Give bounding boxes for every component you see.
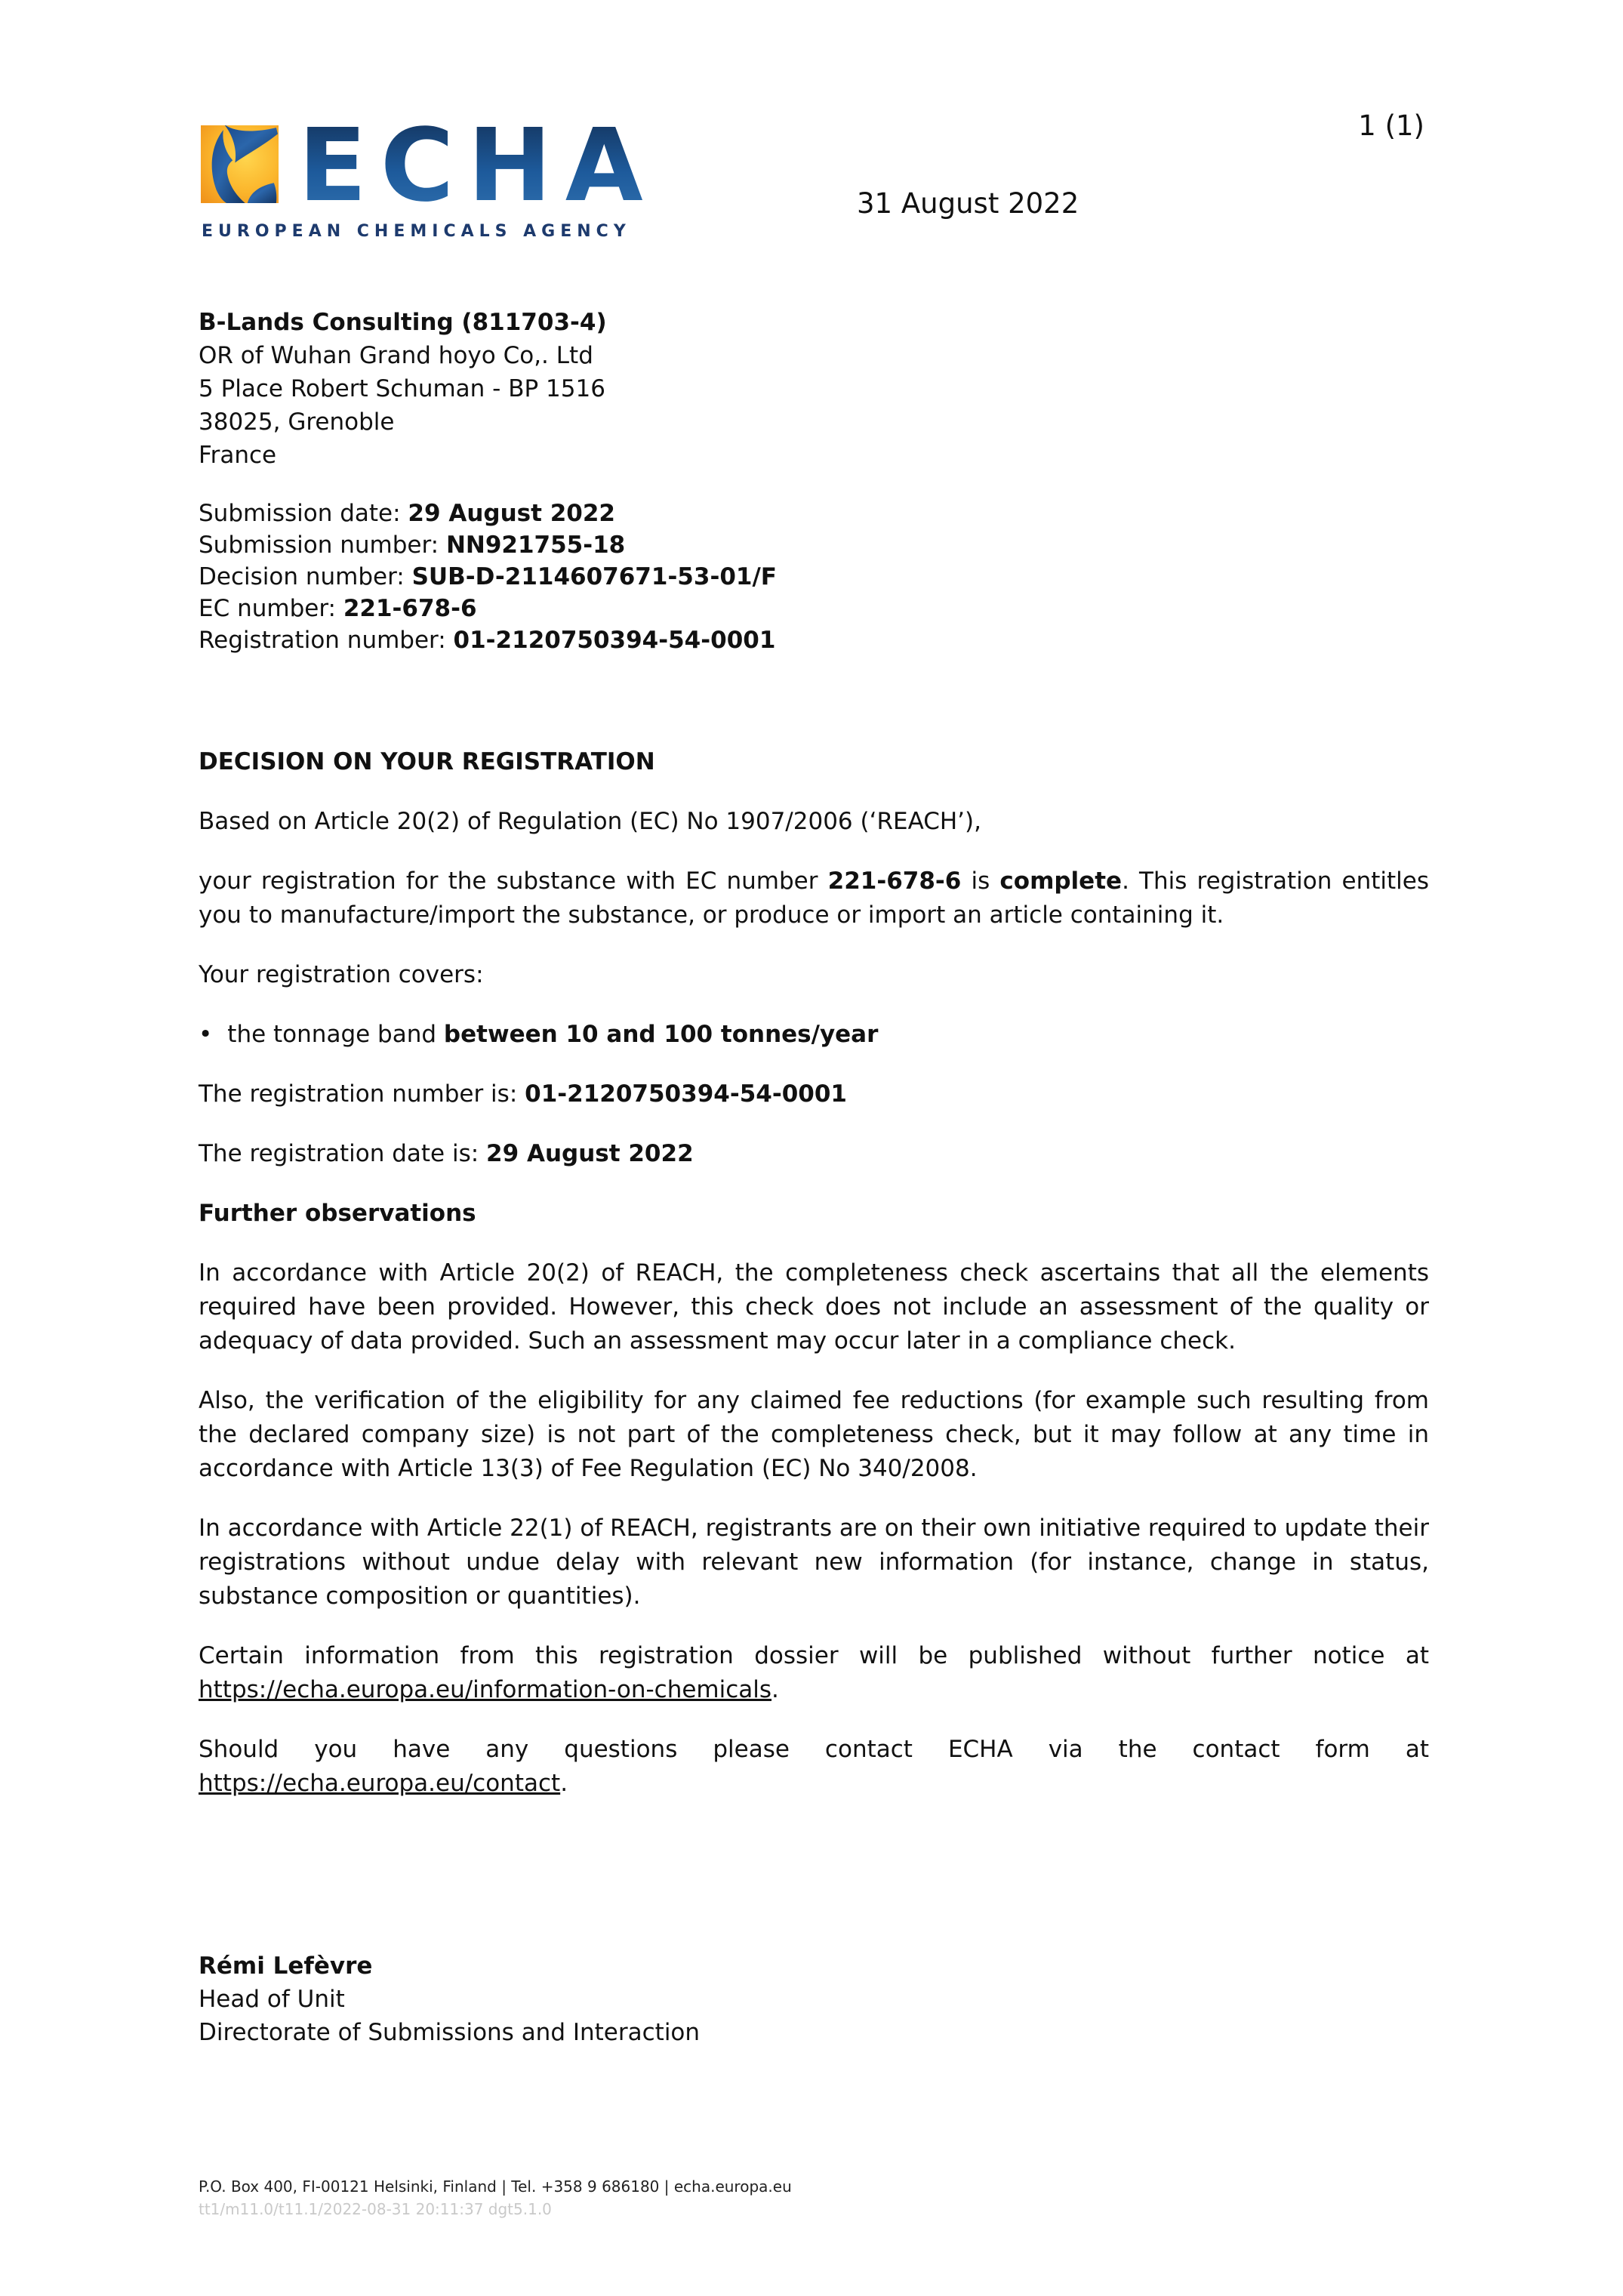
recipient-line: B-Lands Consulting (811703-4) — [199, 309, 607, 336]
text-segment: The registration date is: — [199, 1140, 487, 1167]
text-segment: In accordance with Article 22(1) of REACH, registrants are on their own initiative required to update their registrations without undue delay with relevant new information (for instance, change in status, substance composition or quantities). — [199, 1515, 1429, 1610]
section-heading — [199, 745, 1429, 779]
detail-row — [199, 498, 777, 529]
logo-subtitle: EUROPEAN CHEMICALS AGENCY — [202, 222, 631, 241]
text-segment: 01-2120750394-54-0001 — [525, 1080, 847, 1108]
text-segment: . — [560, 1770, 568, 1797]
text-segment: the tonnage band — [227, 1021, 444, 1048]
detail-label: EC number: — [199, 595, 343, 622]
text-segment: DECISION ON YOUR REGISTRATION — [199, 748, 655, 775]
text-segment: between 10 and 100 tonnes/year — [443, 1021, 879, 1048]
page-number: 1 (1) — [1358, 109, 1424, 142]
footer-meta-line: tt1/m11.0/t11.1/2022-08-31 20:11:37 dgt5.1.0 — [199, 2200, 552, 2218]
text-segment: 221-678-6 — [827, 868, 962, 895]
text-segment: The registration number is: — [199, 1080, 525, 1108]
recipient-line: France — [199, 442, 277, 469]
body-paragraph — [199, 1077, 1429, 1111]
detail-value: SUB-D-2114607671-53-01/F — [411, 563, 777, 590]
text-segment: is — [961, 868, 1000, 895]
text-segment: In accordance with Article 20(2) of REACH, the completeness check ascertains that all the elements required have been provided. However, this check does not include an assessment of the quality or adequacy of data provided. Such an assessment may occur later in a compliance check. — [199, 1259, 1429, 1354]
recipient-line: OR of Wuhan Grand hoyo Co,. Ltd — [199, 342, 593, 369]
detail-value: NN921755-18 — [445, 532, 626, 559]
body-paragraph — [199, 805, 1429, 839]
detail-row — [199, 593, 777, 624]
letter-body — [199, 745, 1429, 1801]
detail-label: Submission date: — [199, 500, 408, 527]
link[interactable]: https://echa.europa.eu/contact — [199, 1770, 561, 1797]
detail-value: 01-2120750394-54-0001 — [453, 627, 776, 654]
text-segment: 29 August 2022 — [486, 1140, 694, 1167]
page-footer — [199, 2175, 792, 2220]
link[interactable]: https://echa.europa.eu/information-on-chemicals — [199, 1676, 772, 1703]
text-segment: Certain information from this registration dossier will be published without further notice at — [199, 1642, 1429, 1669]
detail-value: 221-678-6 — [343, 595, 477, 622]
recipient-line: 38025, Grenoble — [199, 408, 395, 436]
signature-block — [199, 1949, 700, 2049]
body-paragraph — [199, 1733, 1429, 1801]
bullet-dot-icon: • — [199, 1021, 213, 1048]
detail-row — [199, 529, 777, 561]
submission-details-block — [199, 498, 777, 656]
text-segment: Your registration covers: — [199, 961, 484, 988]
recipient-address-block — [199, 306, 607, 472]
text-segment: Should you have any questions please contact ECHA via the contact form at — [199, 1736, 1429, 1763]
detail-value: 29 August 2022 — [408, 500, 616, 527]
body-paragraph — [199, 864, 1429, 932]
text-segment: . — [771, 1676, 779, 1703]
detail-row — [199, 561, 777, 593]
detail-label: Decision number: — [199, 563, 412, 590]
text-segment: Based on Article 20(2) of Regulation (EC) No 1907/2006 (‘REACH’), — [199, 808, 981, 835]
text-segment: Also, the verification of the eligibility for any claimed fee reductions (for example such resulting from the declared company size) is not part of the completeness check, but it may follow at any time in accordance with Article 13(3) of Fee Regulation (EC) No 340/2008. — [199, 1387, 1429, 1482]
signature-line: Head of Unit — [199, 1986, 345, 2013]
signature-line: Directorate of Submissions and Interaction — [199, 2019, 701, 2046]
detail-label: Submission number: — [199, 532, 446, 559]
text-segment: complete — [999, 868, 1123, 895]
echa-star-icon — [201, 125, 279, 203]
recipient-line: 5 Place Robert Schuman - BP 1516 — [199, 375, 605, 402]
bullet-item — [199, 1018, 1429, 1052]
footer-contact-line: P.O. Box 400, FI-00121 Helsinki, Finland | Tel. +358 9 686180 | echa.europa.eu — [199, 2177, 792, 2196]
document-date: 31 August 2022 — [857, 187, 1079, 220]
body-paragraph — [199, 1256, 1429, 1358]
section-heading — [199, 1197, 1429, 1231]
detail-label: Registration number: — [199, 627, 454, 654]
body-paragraph — [199, 1639, 1429, 1707]
signature-line: Rémi Lefèvre — [199, 1952, 373, 1980]
body-paragraph — [199, 1384, 1429, 1486]
detail-row — [199, 624, 777, 656]
text-segment: your registration for the substance with EC number — [199, 868, 828, 895]
body-paragraph — [199, 1137, 1429, 1171]
logo-acronym: ECHA — [298, 108, 657, 224]
text-segment: Further observations — [199, 1200, 476, 1227]
body-paragraph — [199, 958, 1429, 992]
text-segment: . This registration entitles you to manufacture/import the substance, or produce or import an article containing it. — [199, 868, 1429, 929]
echa-logo — [199, 110, 682, 254]
body-paragraph — [199, 1512, 1429, 1613]
